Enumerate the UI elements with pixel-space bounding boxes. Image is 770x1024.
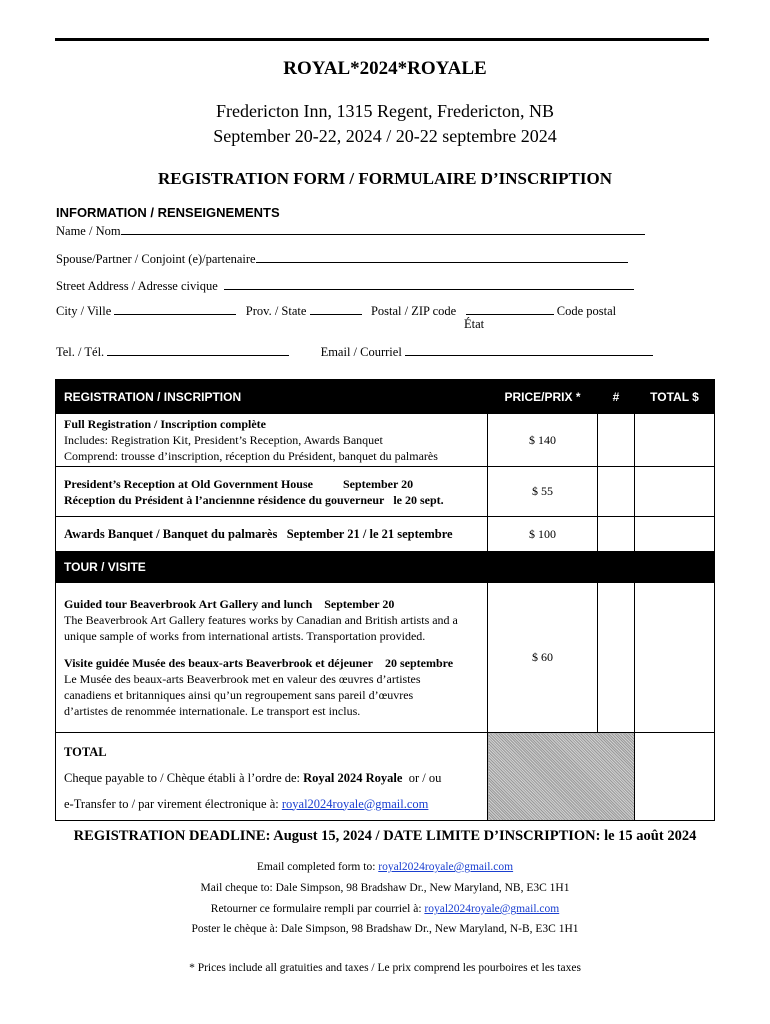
cheque-line: Cheque payable to / Chèque établi à l’ordre de: Royal 2024 Royale or / ou <box>64 770 442 785</box>
reception-line1: President’s Reception at Old Government House September 20 <box>64 476 414 491</box>
full-registration-row <box>56 414 715 467</box>
full-price: $ 140 <box>488 414 598 467</box>
banquet-count-cell[interactable] <box>598 517 635 552</box>
postal-label: Postal / ZIP code <box>370 304 457 318</box>
retour-note-link[interactable]: royal2024royale@gmail.com <box>424 903 560 915</box>
street-label: Street Address / Adresse civique <box>56 279 218 293</box>
reception-row <box>56 467 715 517</box>
full-includes: Includes: Registration Kit, President’s Reception, Awards Banquet <box>64 433 383 447</box>
tour-en-line1: The Beaverbrook Art Gallery features works by Canadian and British artists and a <box>64 613 458 627</box>
name-field[interactable] <box>121 223 645 235</box>
prov-field[interactable] <box>310 303 362 315</box>
reception-count-cell[interactable] <box>598 467 635 517</box>
tour-fr-line3: d’artistes de renommée internationale. Le transport est inclus. <box>64 704 361 718</box>
table-header-row <box>56 380 715 414</box>
registration-deadline: REGISTRATION DEADLINE: August 15, 2024 / DATE LIMITE D’INSCRIPTION: le 15 août 2024 <box>73 828 697 844</box>
tour-fr-line1: Le Musée des beaux-arts Beaverbrook met en valeur des œuvres d’artistes <box>64 672 421 686</box>
grand-total-cell[interactable] <box>635 733 715 821</box>
prov-label: Prov. / State <box>245 304 307 318</box>
full-total-cell[interactable] <box>635 414 715 467</box>
email-field[interactable] <box>405 344 653 356</box>
total-shaded-cell <box>488 733 635 821</box>
tour-row <box>56 583 715 733</box>
banquet-total-cell[interactable] <box>635 517 715 552</box>
street-field[interactable] <box>224 278 634 290</box>
spouse-field[interactable] <box>256 251 628 263</box>
tour-en-line2: unique sample of works from international artists. Transportation provided. <box>64 629 426 643</box>
tour-total-cell[interactable] <box>635 583 715 733</box>
etransfer-email-link[interactable]: royal2024royale@gmail.com <box>281 796 429 811</box>
postal-field[interactable] <box>466 303 554 315</box>
city-row <box>56 303 616 319</box>
reception-total-cell[interactable] <box>635 467 715 517</box>
poster-note: Poster le chèque à: Dale Simpson, 98 Bradshaw Dr., New Maryland, N-B, E3C 1H1 <box>191 923 579 935</box>
event-title: ROYAL*2024*ROYALE <box>283 58 487 79</box>
total-row <box>56 733 715 821</box>
top-rule <box>55 38 709 41</box>
registration-table <box>55 379 715 821</box>
tour-count-cell[interactable] <box>598 583 635 733</box>
name-row <box>56 223 645 239</box>
form-title: REGISTRATION FORM / FORMULAIRE D’INSCRIPTION <box>158 169 612 188</box>
tour-header-row <box>56 552 715 583</box>
tel-row <box>56 344 653 360</box>
retour-note: Retourner ce formulaire rempli par courriel à: royal2024royale@gmail.com <box>210 903 560 915</box>
tour-en-title: Guided tour Beaverbrook Art Gallery and lunch September 20 <box>64 597 395 611</box>
etat-label: État <box>464 317 485 331</box>
street-row <box>56 278 634 294</box>
full-comprend: Comprend: trousse d’inscription, réception du Président, banquet du palmarès <box>64 449 438 463</box>
tour-price: $ 60 <box>488 583 598 733</box>
reception-price: $ 55 <box>488 467 598 517</box>
tel-label: Tel. / Tél. <box>56 345 105 359</box>
info-heading: INFORMATION / RENSEIGNEMENTS <box>56 205 280 220</box>
full-count-cell[interactable] <box>598 414 635 467</box>
banquet-cell: Awards Banquet / Banquet du palmarès September 21 / le 21 septembre <box>56 517 488 552</box>
etransfer-line: e-Transfer to / par virement électronique à: royal2024royale@gmail.com <box>64 796 429 811</box>
full-title: Full Registration / Inscription complète <box>64 417 266 431</box>
email-label: Email / Courriel <box>320 345 402 359</box>
total-header: TOTAL $ <box>635 380 715 414</box>
tel-field[interactable] <box>107 344 289 356</box>
banquet-price: $ 100 <box>488 517 598 552</box>
prices-note: * Prices include all gratuities and taxes / Le prix comprend les pourboires et les taxes <box>189 962 581 974</box>
event-venue: Fredericton Inn, 1315 Regent, Fredericton, NB <box>216 101 554 121</box>
spouse-label: Spouse/Partner / Conjoint (e)/partenaire <box>56 252 256 266</box>
city-label: City / Ville <box>56 304 112 318</box>
reception-line2: Réception du Président à l’anciennne résidence du gouverneur le 20 sept. <box>64 492 444 507</box>
email-note: Email completed form to: royal2024royale@gmail.com <box>256 861 514 873</box>
code-postal-label: Code postal <box>556 304 617 318</box>
email-note-link[interactable]: royal2024royale@gmail.com <box>378 861 514 873</box>
spouse-row <box>56 251 628 267</box>
tour-header: TOUR / VISITE <box>56 552 715 583</box>
name-label: Name / Nom <box>56 224 121 238</box>
count-header: # <box>598 380 635 414</box>
tour-fr-line2: canadiens et britanniques ainsi qu’un regroupement sans pareil d’œuvres <box>64 688 414 702</box>
tour-fr-title: Visite guidée Musée des beaux-arts Beaverbrook et déjeuner 20 septembre <box>64 656 454 670</box>
banquet-row <box>56 517 715 552</box>
mail-note: Mail cheque to: Dale Simpson, 98 Bradshaw Dr., New Maryland, NB, E3C 1H1 <box>200 882 570 894</box>
total-label: TOTAL <box>64 744 107 759</box>
event-dates: September 20-22, 2024 / 20-22 septembre 2024 <box>213 126 557 146</box>
registration-header: REGISTRATION / INSCRIPTION <box>56 380 488 414</box>
city-field[interactable] <box>114 303 236 315</box>
price-header: PRICE/PRIX * <box>488 380 598 414</box>
